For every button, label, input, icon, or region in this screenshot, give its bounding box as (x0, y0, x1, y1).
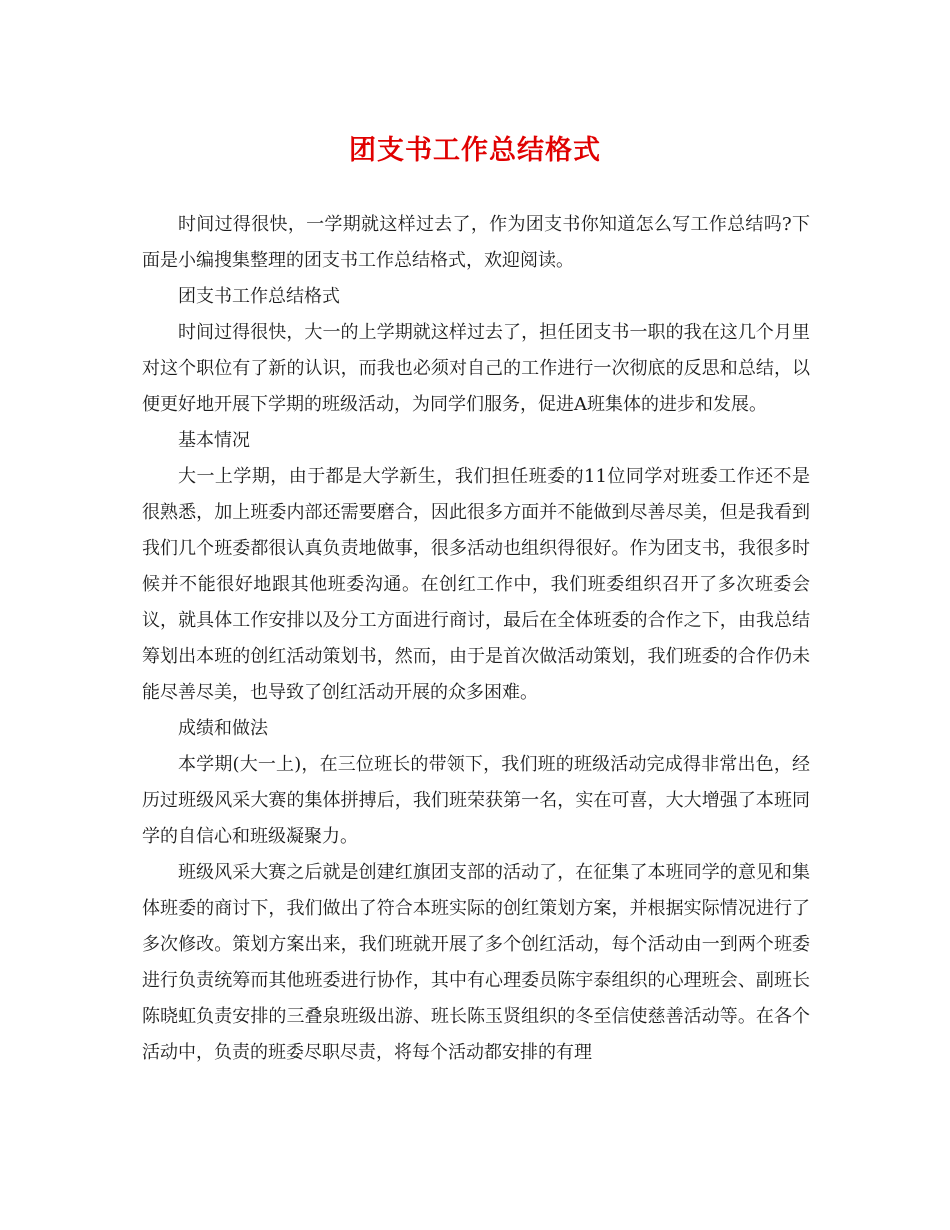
document-body (142, 207, 810, 1071)
subtitle-paragraph: 团支书工作总结格式 (178, 286, 340, 307)
section-heading-achievements: 成绩和做法 (178, 718, 268, 739)
achievements-paragraph: 本学期(大一上)，在三位班长的带领下，我们班的班级活动完成得非常出色，经历过班级风采大赛的集体拼搏后，我们班荣获第一名，实在可喜，大大增强了本班同学的自信心和班级凝聚力。 (142, 754, 810, 847)
intro-paragraph: 时间过得很快，一学期就这样过去了，作为团支书你知道怎么写工作总结吗?下面是小编搜集整理的团支书工作总结格式，欢迎阅读。 (142, 214, 810, 271)
section-heading-basic: 基本情况 (178, 430, 250, 451)
activities-paragraph: 班级风采大赛之后就是创建红旗团支部的活动了，在征集了本班同学的意见和集体班委的商讨下，我们做出了符合本班实际的创红策划方案，并根据实际情况进行了多次修改。策划方案出来，我们班就开展了多个创红活动，每个活动由一到两个班委进行负责统筹而其他班委进行协作，其中有心理委员陈宇泰组织的心理班会、副班长陈晓虹负责安排的三叠泉班级出游、班长陈玉贤组织的冬至信使慈善活动等。在各个活动中，负责的班委尽职尽责，将每个活动都安排的有理 (142, 862, 810, 1063)
basic-situation-paragraph: 大一上学期，由于都是大学新生，我们担任班委的11位同学对班委工作还不是很熟悉，加上班委内部还需要磨合，因此很多方面并不能做到尽善尽美，但是我看到我们几个班委都很认真负责地做事，很多活动也组织得很好。作为团支书，我很多时候并不能很好地跟其他班委沟通。在创红工作中，我们班委组织召开了多次班委会议，就具体工作安排以及分工方面进行商讨，最后在全体班委的合作之下，由我总结筹划出本班的创红活动策划书，然而，由于是首次做活动策划，我们班委的合作仍未能尽善尽美，也导致了创红活动开展的众多困难。 (142, 466, 810, 703)
document-title: 团支书工作总结格式 (349, 135, 601, 166)
opening-paragraph: 时间过得很快，大一的上学期就这样过去了，担任团支书一职的我在这几个月里对这个职位有了新的认识，而我也必须对自己的工作进行一次彻底的反思和总结，以便更好地开展下学期的班级活动，为同学们服务，促进A班集体的进步和发展。 (142, 322, 810, 415)
